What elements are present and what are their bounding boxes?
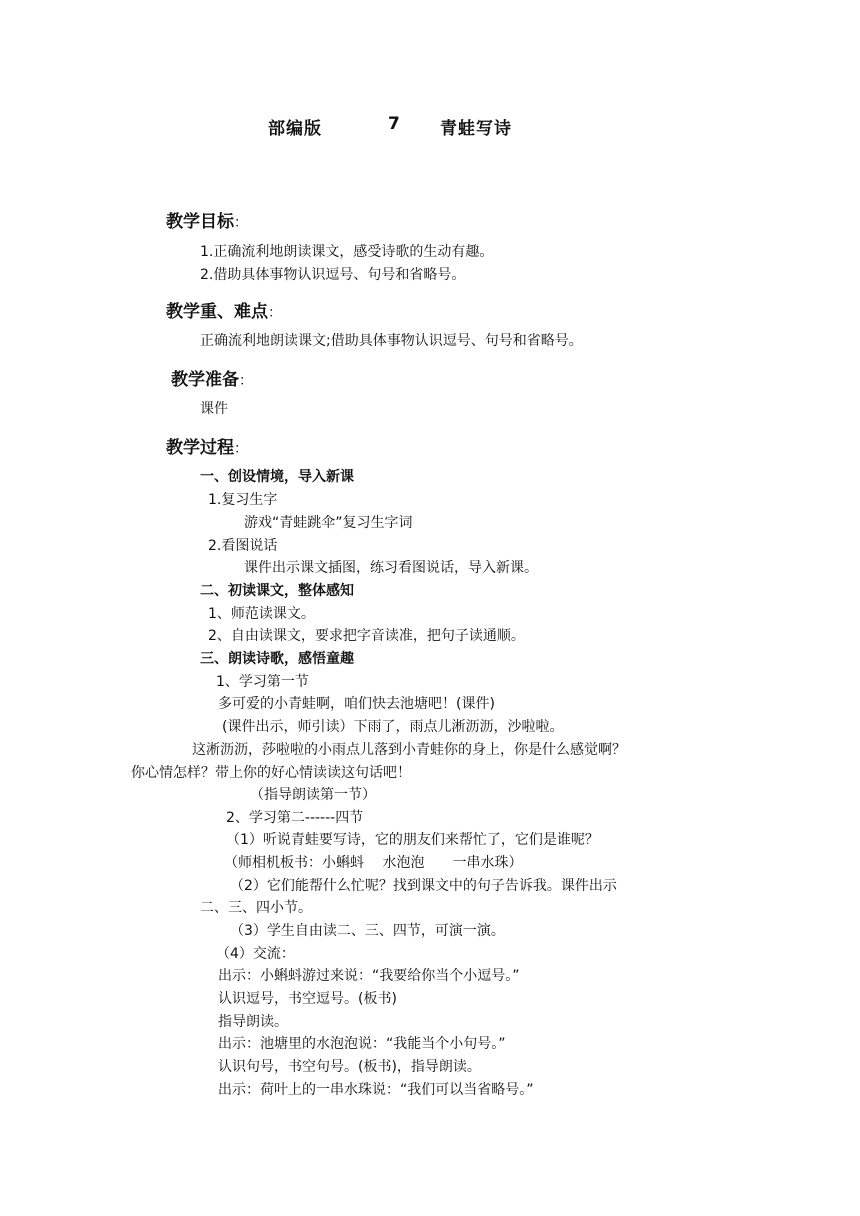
goals-heading-text: 教学目标 [166,212,234,232]
process-line: 多可爱的小青蛙啊，咱们快去池塘吧！(课件) [218,696,495,712]
process-line: 课件出示课文插图，练习看图说话，导入新课。 [244,560,538,576]
goal-item: 1.正确流利地朗读课文，感受诗歌的生动有趣。 [200,244,494,260]
process-heading-colon: ： [234,441,248,457]
process-line: 这淅沥沥，莎啦啦的小雨点儿落到小青蛙你的身上，你是什么感觉啊？ [192,742,626,758]
goals-heading-colon: ： [234,215,248,231]
process-heading [166,433,248,458]
process-line: （2）它们能帮什么忙呢？找到课文中的句子告诉我。课件出示 [230,878,617,894]
process-line: （3）学生自由读二、三、四节，可演一演。 [230,923,505,939]
key-points-heading-text: 教学重、难点 [166,302,268,322]
goal-item: 2.借助具体事物认识逗号、句号和省略号。 [200,267,466,283]
title-edition: 部编版 [268,119,322,139]
process-line: 1、师范读课文。 [208,606,315,622]
process-line: (课件出示，师引读）下雨了，雨点儿淅沥沥，沙啦啦。 [222,719,564,735]
process-step-heading: 一、创设情境，导入新课 [200,469,354,485]
process-line: 二、三、四小节。 [200,900,312,916]
process-line: 2.看图说话 [208,538,278,554]
process-line: （指导朗读第一节） [250,787,376,803]
key-points-heading [166,297,282,322]
process-line: 认识句号，书空句号。(板书)，指导朗读。 [218,1059,481,1075]
process-line: 游戏“青蛙跳伞”复习生字词 [244,515,413,531]
goals-heading [166,207,248,232]
process-step-heading: 二、初读课文，整体感知 [200,583,354,599]
process-line: （师相机板书：小蝌蚪 水泡泡 一串水珠） [224,855,523,871]
title-lesson-number: 7 [388,114,401,134]
process-heading-text: 教学过程 [166,438,234,458]
process-line: 认识逗号，书空逗号。(板书) [218,991,397,1007]
process-line: （4）交流： [216,946,295,962]
process-line: （1）听说青蛙要写诗，它的朋友们来帮忙了，它们是谁呢？ [226,832,599,848]
process-line: 1、学习第一节 [216,674,309,690]
process-line: 出示：池塘里的水泡泡说：“我能当个小句号。” [218,1036,506,1052]
preparation-heading-colon: ： [239,373,253,389]
process-line: 出示：小蝌蚪游过来说：“我要给你当个小逗号。” [218,968,520,984]
process-line: 2、学习第二------四节 [226,810,364,826]
key-points-heading-colon: ： [268,305,282,321]
process-line: 出示：荷叶上的一串水珠说：“我们可以当省略号。” [218,1082,534,1098]
process-line: 1.复习生字 [208,492,278,508]
key-points-text: 正确流利地朗读课文;借助具体事物认识逗号、句号和省略号。 [200,333,583,349]
process-line: 2、自由读课文，要求把字音读准，把句子读通顺。 [208,628,525,644]
title-lesson-name: 青蛙写诗 [440,119,512,139]
process-line: 你心情怎样？带上你的好心情读读这句话吧！ [131,765,411,781]
process-line: 指导朗读。 [218,1014,288,1030]
process-step-heading: 三、朗读诗歌，感悟童趣 [200,651,354,667]
preparation-heading [171,365,253,390]
preparation-heading-text: 教学准备 [171,370,239,390]
preparation-text: 课件 [200,401,228,417]
